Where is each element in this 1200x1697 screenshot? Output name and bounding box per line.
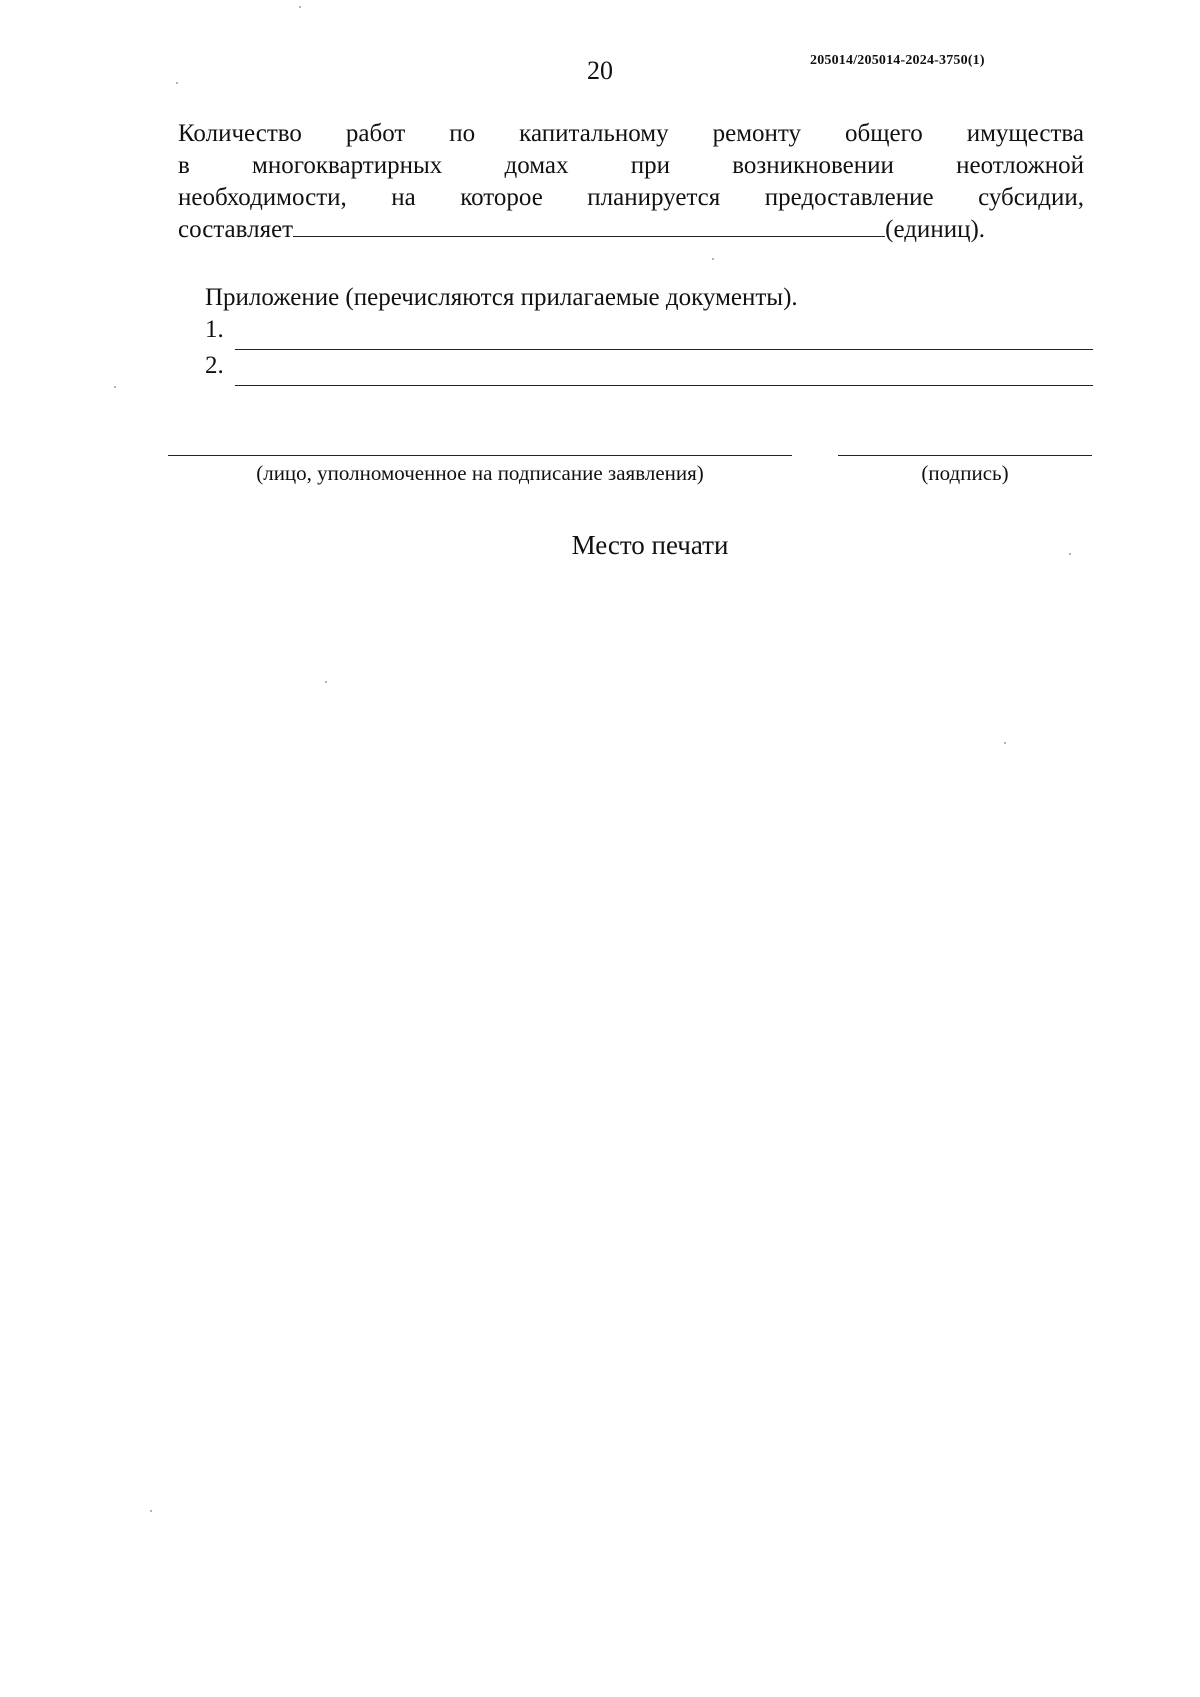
word: имущества (966, 120, 1084, 147)
attachment-blank-field-2[interactable] (235, 385, 1093, 386)
word: в (178, 152, 190, 179)
stamp-place-label: Место печати (571, 530, 729, 560)
word: которое (460, 184, 543, 211)
scan-speck (150, 1510, 152, 1512)
scan-speck (1069, 553, 1071, 555)
word: по (449, 120, 476, 147)
word: предоставление (764, 184, 934, 211)
word: многоквартирных (252, 152, 443, 179)
signature-caption: (подпись) (921, 461, 1009, 485)
scan-speck (325, 681, 327, 683)
word: работ (345, 120, 406, 147)
attachment-number-2: 2. (205, 352, 224, 379)
document-id: 205014/205014-2024-3750(1) (810, 53, 985, 68)
paragraph-line-2 (178, 150, 1084, 182)
word: на (391, 184, 416, 211)
word: возникновении (732, 152, 894, 179)
quantity-blank-field[interactable] (293, 214, 885, 237)
authorized-person-blank-field[interactable] (168, 455, 792, 456)
paragraph-line-1 (178, 118, 1084, 150)
word: домах (504, 152, 569, 179)
page-number: 20 (587, 56, 613, 85)
scan-speck (176, 82, 178, 84)
word: при (630, 152, 670, 179)
signature-blank-field[interactable] (838, 455, 1092, 456)
attachment-blank-field-1[interactable] (235, 349, 1093, 350)
word: ремонту (712, 120, 802, 147)
attachments-heading: Приложение (перечисляются прилагаемые документы). (205, 284, 798, 311)
paragraph-line-4 (178, 214, 1084, 246)
word: капитальному (519, 120, 669, 147)
word: общего (845, 120, 923, 147)
word: неотложной (956, 152, 1084, 179)
scan-speck (299, 6, 301, 8)
word: планируется (587, 184, 721, 211)
scan-speck (114, 386, 116, 388)
scan-speck (1004, 742, 1006, 744)
word: необходимости, (178, 184, 347, 211)
word: субсидии, (978, 184, 1084, 211)
scan-speck (712, 258, 714, 260)
quantity-unit: (единиц). (885, 216, 986, 243)
quantity-prefix: составляет (178, 216, 294, 243)
word: Количество (178, 120, 302, 147)
paragraph-line-3 (178, 182, 1084, 214)
attachment-number-1: 1. (205, 316, 224, 343)
authorized-person-caption: (лицо, уполномоченное на подписание заявления) (256, 461, 704, 485)
